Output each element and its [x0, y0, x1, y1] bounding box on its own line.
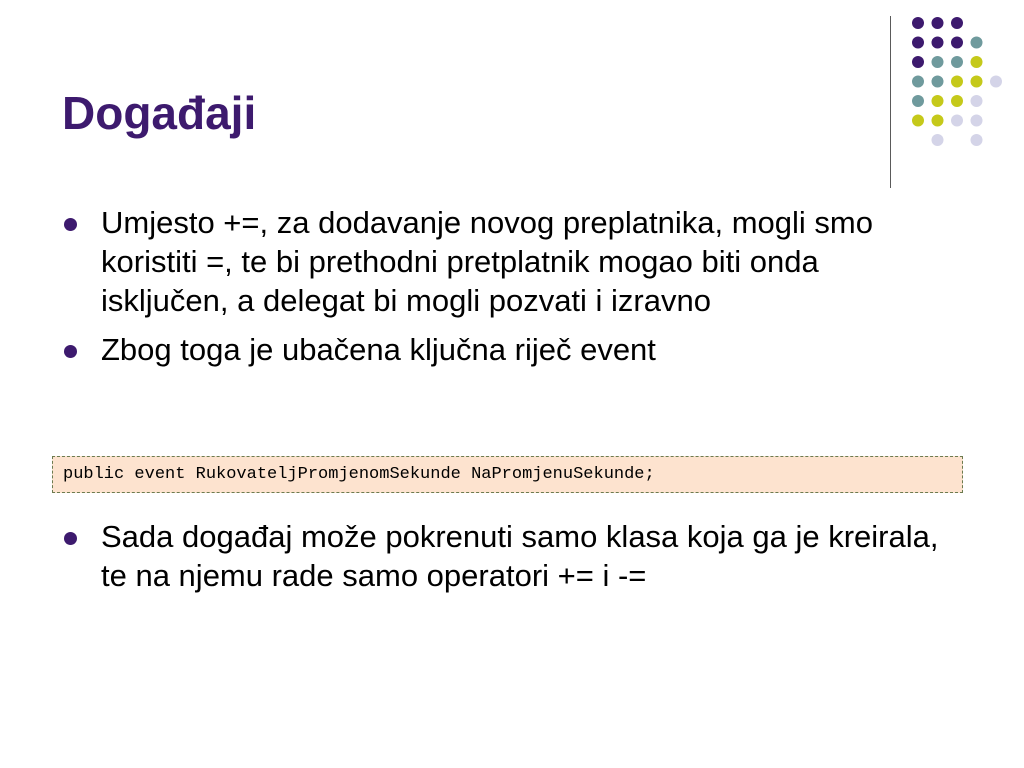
decorative-dot: [932, 76, 944, 88]
decorative-dot: [912, 95, 924, 107]
decorative-dot: [932, 37, 944, 49]
bullet-dot-icon: [64, 218, 77, 231]
decorative-dot: [912, 17, 924, 29]
decorative-dot: [932, 95, 944, 107]
decorative-dot: [951, 37, 963, 49]
decorative-dot: [912, 115, 924, 127]
bullet-item: [62, 330, 942, 369]
code-snippet: [52, 456, 963, 493]
decorative-dot: [951, 17, 963, 29]
decorative-dot: [932, 134, 944, 146]
bullet-item: [62, 203, 942, 320]
decorative-dot: [932, 115, 944, 127]
bullet-item: [62, 517, 942, 595]
bullet-text: Umjesto +=, za dodavanje novog preplatnika, mogli smo koristiti =, te bi prethodni pretplatnik mogao biti onda isključen, a delegat bi mogli pozvati i izravno: [101, 205, 873, 318]
decorative-dot: [971, 37, 983, 49]
slide-title: Događaji: [62, 87, 257, 139]
decorative-dot: [912, 76, 924, 88]
code-text: public event RukovateljPromjenomSekunde NaPromjenuSekunde;: [63, 465, 655, 484]
bullet-list-bottom: [62, 517, 942, 605]
decorative-dot: [971, 76, 983, 88]
decorative-dot: [932, 56, 944, 68]
decorative-dot: [971, 115, 983, 127]
decorative-dot: [912, 56, 924, 68]
decorative-dot: [932, 17, 944, 29]
decorative-dot: [971, 56, 983, 68]
bullet-list-top: [62, 203, 942, 379]
decorative-dot: [951, 115, 963, 127]
decorative-dot: [971, 95, 983, 107]
decorative-dot: [951, 95, 963, 107]
bullet-text: Sada događaj može pokrenuti samo klasa koja ga je kreirala, te na njemu rade samo operatori += i -=: [101, 519, 939, 593]
decorative-dot: [951, 76, 963, 88]
decorative-dot: [990, 76, 1002, 88]
decorative-dot: [951, 56, 963, 68]
decorative-dot: [912, 37, 924, 49]
decorative-dot: [971, 134, 983, 146]
bullet-text: Zbog toga je ubačena ključna riječ event: [101, 332, 656, 367]
title-divider-line: [890, 16, 891, 188]
bullet-dot-icon: [64, 532, 77, 545]
bullet-dot-icon: [64, 345, 77, 358]
